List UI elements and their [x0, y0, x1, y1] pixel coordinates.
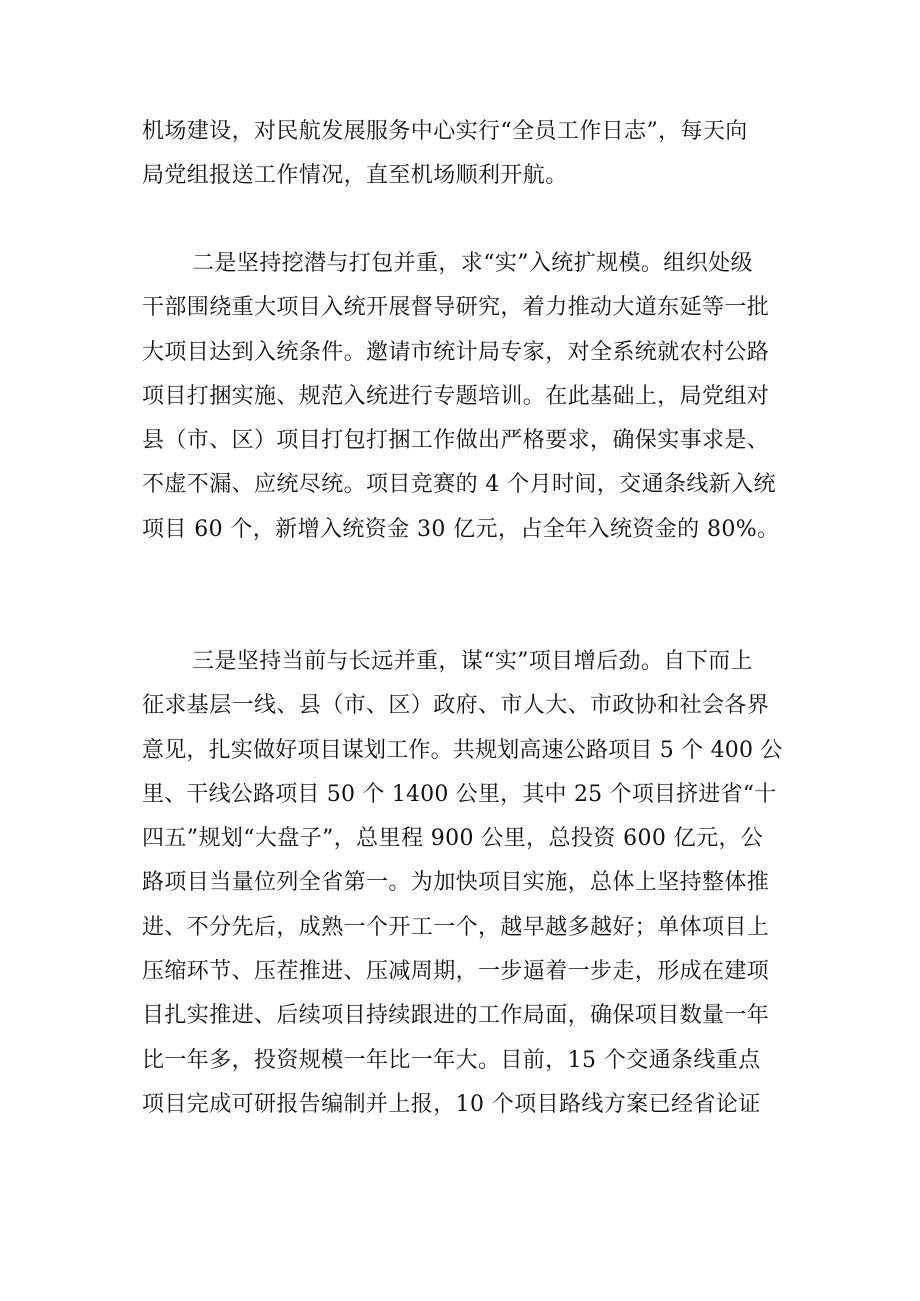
- text-line: 不虚不漏、应统尽统。项目竞赛的 4 个月时间，交通条线新入统: [142, 472, 776, 498]
- text-line: 项目打捆实施、规范入统进行专题培训。在此基础上，局党组对: [142, 383, 770, 409]
- text-line: 目扎实推进、后续项目持续跟进的工作局面，确保项目数量一年: [142, 1003, 770, 1029]
- text-line: 比一年多，投资规模一年比一年大。目前，15 个交通条线重点: [142, 1047, 761, 1073]
- text-line: 机场建设，对民航发展服务中心实行“全员工作日志”，每天向: [142, 119, 748, 144]
- text-line: 意见，扎实做好项目谋划工作。共规划高速公路项目 5 个 400 公: [142, 737, 783, 763]
- text-line: 项目 60 个，新增入统资金 30 亿元，占全年入统资金的 80%。: [142, 516, 780, 542]
- paragraph-statistics-scale: [142, 242, 782, 552]
- text-line: 局党组报送工作情况，直至机场顺利开航。: [142, 163, 568, 189]
- paragraph-project-planning: [142, 640, 782, 1127]
- text-line: 干部围绕重大项目入统开展督导研究，着力推动大道东延等一批: [142, 295, 770, 321]
- text-line: 压缩环节、压茬推进、压减周期，一步逼着一步走，形成在建项: [142, 959, 770, 985]
- text-line: 里、干线公路项目 50 个 1400 公里，其中 25 个项目挤进省“十: [142, 781, 777, 807]
- text-line: 进、不分先后，成熟一个开工一个，越早越多越好；单体项目上: [142, 914, 770, 940]
- text-line: 征求基层一线、县（市、区）政府、市人大、市政协和社会各界: [142, 693, 770, 719]
- text-line: 项目完成可研报告编制并上报，10 个项目路线方案已经省论证: [142, 1091, 761, 1117]
- paragraph-airport-construction: [142, 110, 782, 199]
- text-line: 县（市、区）项目打包打捆工作做出严格要求，确保实事求是、: [142, 428, 770, 454]
- text-line: 路项目当量位列全省第一。为加快项目实施，总体上坚持整体推: [142, 870, 770, 896]
- text-line: 大项目达到入统条件。邀请市统计局专家，对全系统就农村公路: [142, 339, 770, 365]
- text-line: 三是坚持当前与长远并重，谋“实”项目增后劲。自下而上: [192, 649, 753, 674]
- text-line: 四五”规划“大盘子”，总里程 900 公里，总投资 600 亿元，公: [142, 826, 764, 852]
- text-line: 二是坚持挖潜与打包并重，求“实”入统扩规模。组织处级: [192, 251, 753, 276]
